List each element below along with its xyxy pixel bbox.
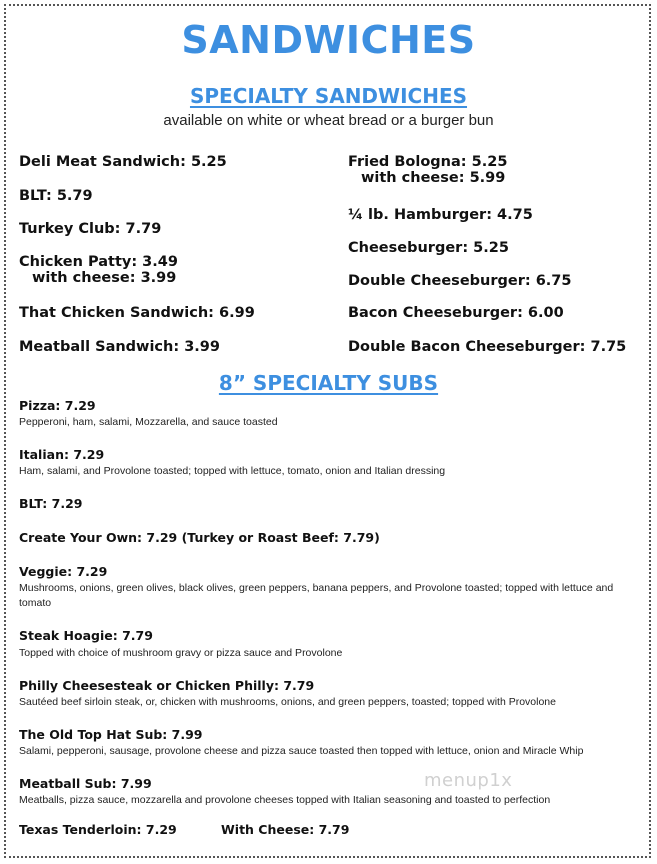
menu-item: Fried Bologna: 5.25 with cheese: 5.99 bbox=[348, 154, 508, 186]
sub-description: Sautéed beef sirloin steak, or, chicken with mushrooms, onions, and green peppers, toasted; topped with Provolone bbox=[19, 696, 556, 708]
sub-description: Meatballs, pizza sauce, mozzarella and provolone cheeses topped with Italian seasoning and toasted to perfection bbox=[19, 794, 551, 806]
menu-item: Bacon Cheeseburger: 6.00 bbox=[348, 305, 564, 321]
sub-description: Mushrooms, onions, green olives, black olives, green peppers, banana peppers, and Provolone toasted; topped with lettuce and tomato bbox=[19, 582, 614, 609]
sub-description: Ham, salami, and Provolone toasted; topped with lettuce, tomato, onion and Italian dressing bbox=[19, 465, 446, 477]
sub-name: Philly Cheesesteak or Chicken Philly: 7.79 bbox=[19, 678, 315, 693]
sub-name: Create Your Own: 7.29 (Turkey or Roast Beef: 7.79) bbox=[19, 530, 380, 545]
sub-name: Veggie: 7.29 bbox=[19, 564, 108, 579]
specialty-subs-heading: 8” SPECIALTY SUBS bbox=[218, 371, 439, 395]
menu-item-variant: with cheese: 3.99 bbox=[32, 270, 177, 286]
sub-cheese-option: With Cheese: 7.79 bbox=[221, 822, 350, 837]
sub-name: Meatball Sub: 7.99 bbox=[19, 776, 152, 791]
specialty-sandwiches-heading: SPECIALTY SANDWICHES bbox=[189, 84, 468, 108]
sub-name: BLT: 7.29 bbox=[19, 496, 83, 511]
sub-name: Steak Hoagie: 7.79 bbox=[19, 628, 153, 643]
menu-item: ¼ lb. Hamburger: 4.75 bbox=[348, 207, 533, 223]
menu-item: Turkey Club: 7.79 bbox=[19, 221, 162, 237]
sub-name: Texas Tenderloin: 7.29 bbox=[19, 822, 177, 837]
menu-item: Double Cheeseburger: 6.75 bbox=[348, 273, 572, 289]
menu-item: BLT: 5.79 bbox=[19, 188, 93, 204]
menu-item: Meatball Sandwich: 3.99 bbox=[19, 339, 220, 355]
watermark-logo: menup1x bbox=[424, 770, 513, 791]
page-title: SANDWICHES bbox=[181, 18, 476, 62]
menu-item: That Chicken Sandwich: 6.99 bbox=[19, 305, 255, 321]
menu-item: Double Bacon Cheeseburger: 7.75 bbox=[348, 339, 627, 355]
sub-name: Pizza: 7.29 bbox=[19, 398, 96, 413]
menu-item: Chicken Patty: 3.49 with cheese: 3.99 bbox=[19, 254, 178, 286]
sub-description: Topped with choice of mushroom gravy or pizza sauce and Provolone bbox=[19, 647, 343, 659]
sub-name: The Old Top Hat Sub: 7.99 bbox=[19, 727, 203, 742]
sub-description: Pepperoni, ham, salami, Mozzarella, and sauce toasted bbox=[19, 416, 278, 428]
sub-description: Salami, pepperoni, sausage, provolone cheese and pizza sauce toasted then topped with lettuce, onion and Miracle Whip bbox=[19, 745, 584, 757]
bread-note: available on white or wheat bread or a burger bun bbox=[163, 112, 494, 129]
menu-item: Deli Meat Sandwich: 5.25 bbox=[19, 154, 227, 170]
menu-item-variant: with cheese: 5.99 bbox=[361, 170, 506, 186]
menu-item: Cheeseburger: 5.25 bbox=[348, 240, 509, 256]
sub-name: Italian: 7.29 bbox=[19, 447, 105, 462]
